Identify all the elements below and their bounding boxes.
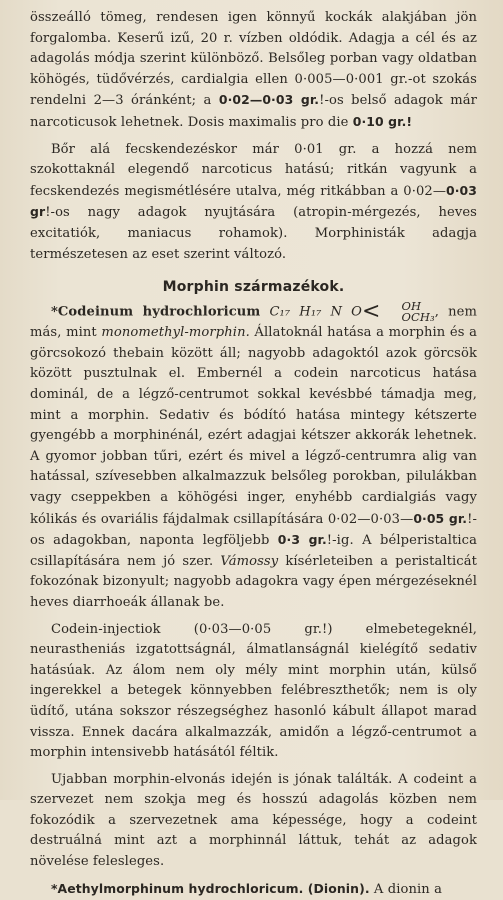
paragraph-codeine: *Codeinum hydrochloricum C₁₇ H₁₇ N O< OH OCH₃ , nem más, mint monomethyl-morphin. Állatoknál hatása a morphin és a görcsokozó thebain között áll; nagyobb adagoktól azok görcsök között pusztulnak el. Embernél a codein narcoticus hatása dominál, de a légző-centrumot sokkal kevésbbé támadja meg, mint a morphin. Sedativ és bódító hatása mintegy kétszerte gyengébb a morphinénál, ezért adagjai kétszer akkorák lehetnek. A gyomor jobban tűri, ezért és mivel a légző-centrumra alig van hatással, szívesebben alkalmazzuk belsőleg porokban, pilulákban vagy cseppekben a köhögési inger, enyhébb cardialgiás vagy kólikás és ovariális fájdalmak csillapítására 0·02—0·03—0·05 gr.!-os adagokban, naponta legföljebb 0·3 gr.!-ig. A bélperistaltica csillapítására nem jó szer. Vámossy kísérleteiben a peristalticát fokozónak bizonyult; nagyobb adagokra vagy épen mérgezéseknél heves diarrhoeák állanak be. [30,299,477,610]
paragraph-morphine-dosage: összeálló tömeg, rendesen igen könnyű kockák alakjában jön forgalomba. Keserű izű, 20 r. vízben oldódik. Adagja a cél és az adagolás módja szerint különböző. Belsőleg porban vagy oldatban köhögés, tüdővérzés, cardialgia ellen 0·005—0·001 gr.-ot szokás rendelni 2—3 óránként; a 0·02—0·03 gr.!-os belső adagok már narcoticusok lehetnek. Dosis maximalis pro die 0·10 gr.! [30,10,477,130]
formula-bracket: < [362,299,381,325]
formula-groups: OH OCH₃ [401,299,435,325]
paragraph-withdrawal: Ujabban morphin-elvonás idején is jónak találták. A codeint a szervezet nem szokja meg és hosszú adagolás közben nem fokozódik a szervezetnek ama képessége, hogy a codeint destruálná mint azt a morphinnál láttuk, tehát az adagok növelése felesleges. [30,771,477,870]
bold-dose: 0·02—0·03 gr. [218,92,320,108]
codeine-title: *Codeinum hydrochloricum [50,304,261,320]
paragraph-dionin: *Aethylmorphinum hydrochloricum. (Dionin). A dionin a [50,880,442,897]
author-name: Vámossy [220,553,279,569]
paragraph-codeine-injection: Codein-injectiok (0·03—0·05 gr.!) elmebetegeknél, neurastheniás izgatottságnál, álmatlanságnál kielégítő sedativ hatásúak. Az álom nem oly mély mint morphin után, külső ingerekkel a betegek könnyebben felébreszthetők; nem is oly üdítő, utána sokszor részegséghez hasonló kábult állapot marad vissza. Ennek dacára alkalmazzák, amidőn a légző-centrumot a morphin intensivebb hatásától féltik. [30,621,477,761]
section-heading: Morphin származékok. [162,279,345,296]
bold-max-dose: 0·10 gr. [352,113,407,129]
dionin-title: *Aethylmorphinum hydrochloricum. [50,880,304,896]
chemical-formula: C₁₇ H₁₇ N O [269,304,362,320]
bold-injection-dose: 0·03 gr [30,182,477,220]
paragraph-injection: Bőr alá fecskendezéskor már 0·01 gr. a hozzá nem szokottaknál elegendő narcoticus hatású; ritkán vagyunk a fecskendezés megismétlésére utalva, még ritkábban a 0·02—0·03 gr!-os nagy adagok nyujtására (atropin-mérgezés, heves excitatiók, maniacus rohamok). Morphinisták adagja természetesen az eset szerint változó. [30,141,477,262]
